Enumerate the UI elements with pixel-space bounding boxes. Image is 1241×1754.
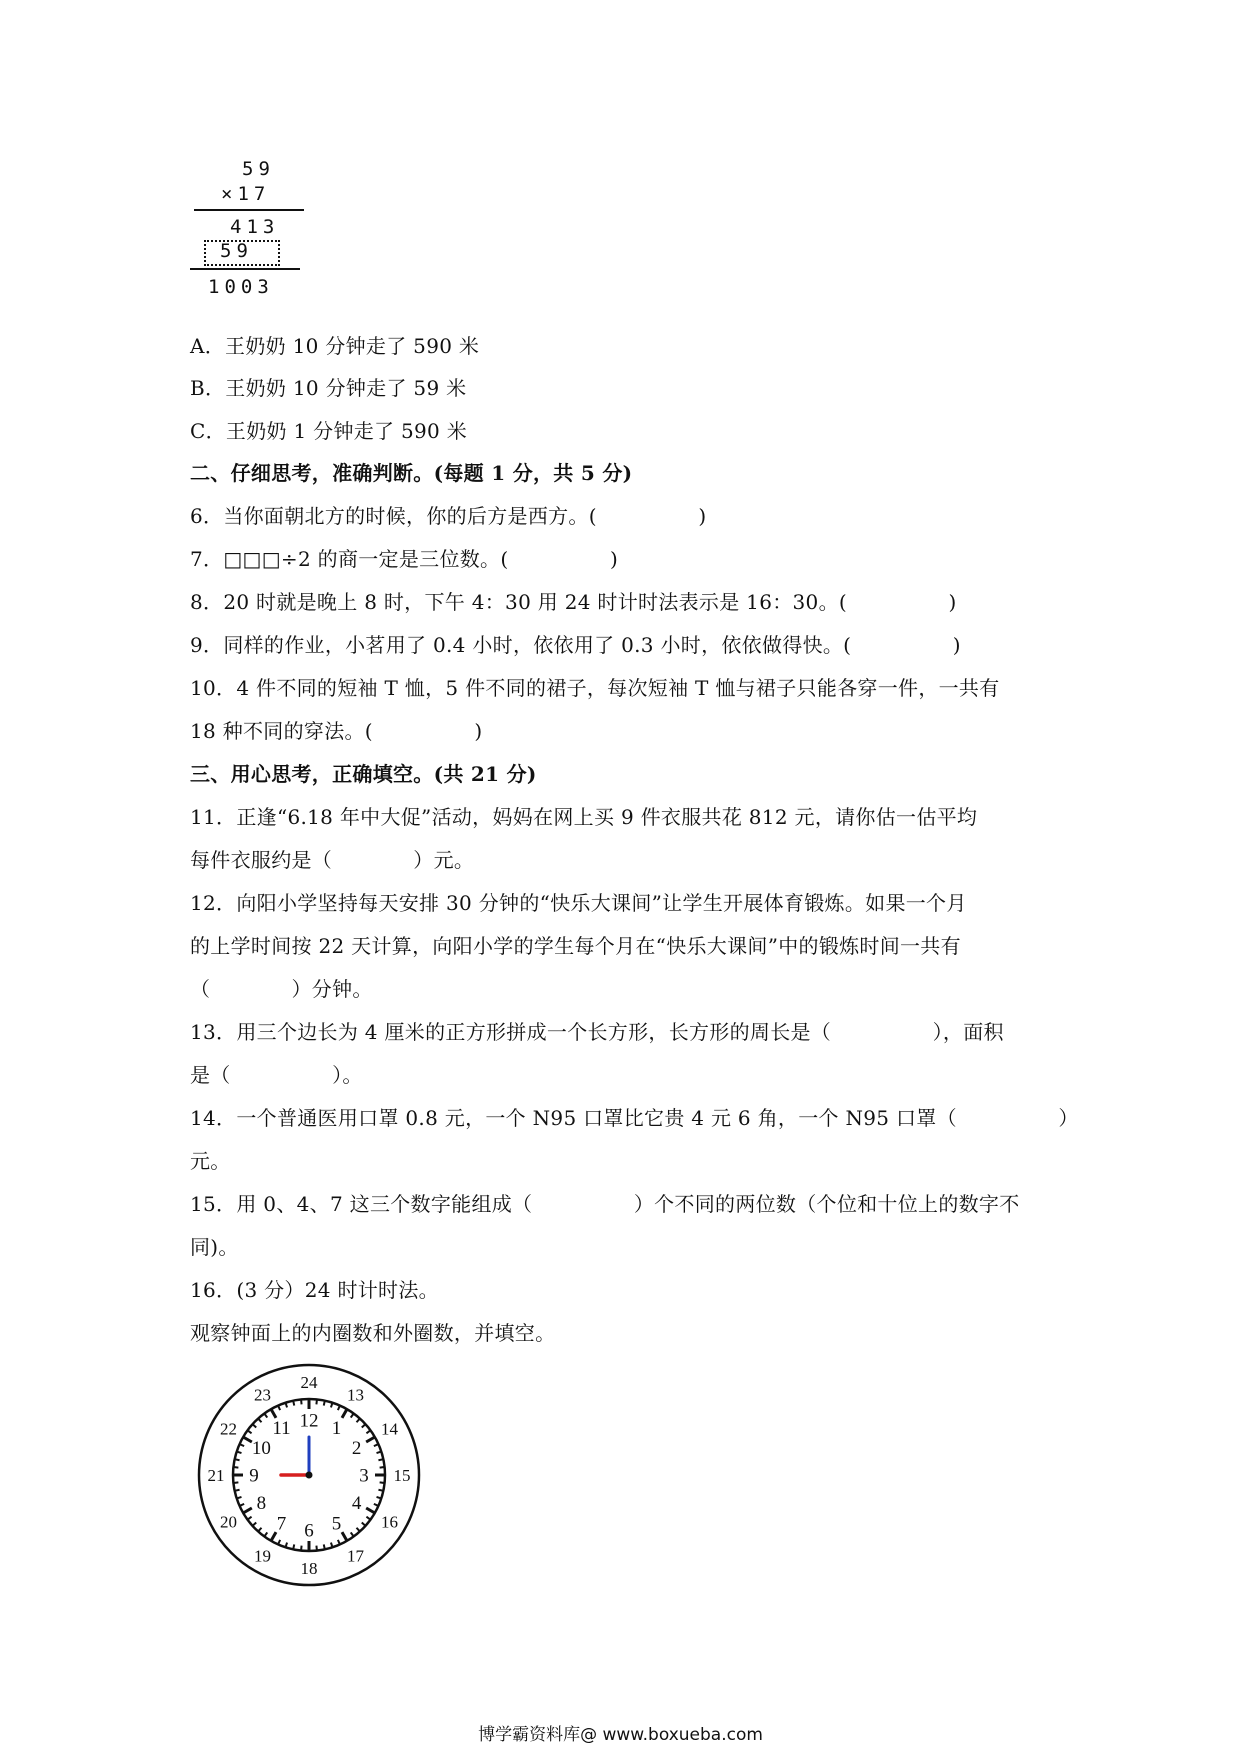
section-2-title: 二、仔细思考，准确判断。(每题 1 分，共 5 分) bbox=[190, 461, 633, 485]
clock-tick bbox=[240, 1504, 245, 1506]
clock-outer-number: 16 bbox=[381, 1512, 399, 1532]
question-10-line-1: 10．4 件不同的短袖 T 恤，5 件不同的裙子，每次短袖 T 恤与裙子只能各穿一件，一共有 bbox=[190, 676, 1000, 700]
clock-tick bbox=[342, 1532, 347, 1541]
clock-inner-number: 10 bbox=[251, 1438, 271, 1460]
clock-outer-number: 15 bbox=[393, 1465, 411, 1485]
divider-line-1 bbox=[194, 209, 304, 211]
question-14-line-1: 14．一个普通医用口罩 0.8 元，一个 N95 口罩比它贵 4 元 6 角，一个 N95 口罩（ ） bbox=[190, 1106, 1079, 1130]
partial-product-2: 59 bbox=[220, 240, 253, 262]
question-13-line-1: 13．用三个边长为 4 厘米的正方形拼成一个长方形，长方形的周长是（ ），面积 bbox=[190, 1020, 1004, 1044]
clock-tick bbox=[278, 1540, 280, 1545]
clock-tick bbox=[271, 1532, 276, 1541]
clock-tick bbox=[248, 1430, 252, 1433]
clock-tick bbox=[293, 1401, 294, 1406]
clock-outer-number: 21 bbox=[207, 1465, 225, 1485]
clock-tick bbox=[374, 1444, 379, 1446]
clock-tick bbox=[362, 1424, 366, 1427]
clock-outer-number: 18 bbox=[300, 1558, 318, 1578]
clock-inner-number: 2 bbox=[351, 1438, 362, 1460]
clock-tick bbox=[380, 1482, 385, 1483]
clock-tick bbox=[366, 1508, 375, 1513]
clock-outer-number: 14 bbox=[381, 1419, 399, 1439]
clock-tick bbox=[366, 1517, 370, 1520]
clock-outer-number: 22 bbox=[219, 1419, 237, 1439]
clock-inner-number: 4 bbox=[351, 1493, 362, 1515]
clock-inner-number: 11 bbox=[272, 1418, 291, 1440]
question-11-line-2: 每件衣服约是（ ）元。 bbox=[190, 848, 475, 872]
clock-outer-number: 17 bbox=[347, 1546, 364, 1566]
product-result: 1003 bbox=[208, 276, 274, 298]
clock-tick bbox=[301, 1546, 302, 1551]
choice-c: C．王奶奶 1 分钟走了 590 米 bbox=[190, 419, 468, 443]
question-11-line-1: 11．正逢“6.18 年中大促”活动，妈妈在网上买 9 件衣服共花 812 元，请你估一估平均 bbox=[190, 805, 978, 829]
clock-inner-number: 5 bbox=[331, 1513, 342, 1535]
clock-inner-number: 12 bbox=[299, 1410, 319, 1432]
clock-tick bbox=[258, 1528, 261, 1532]
question-14-line-2: 元。 bbox=[190, 1149, 231, 1173]
clock-outer-number: 20 bbox=[219, 1512, 237, 1532]
clock-tick bbox=[248, 1517, 252, 1520]
clock-tick bbox=[338, 1406, 340, 1411]
clock-tick bbox=[338, 1540, 340, 1545]
question-9: 9．同样的作业，小茗用了 0.4 小时，依依用了 0.3 小时，依依做得快。( ) bbox=[190, 633, 961, 657]
footer-watermark: 博学霸资料库@ www.boxueba.com bbox=[478, 1725, 763, 1745]
section-3-title: 三、用心思考，正确填空。(共 21 分) bbox=[190, 762, 537, 786]
clock-tick bbox=[316, 1546, 317, 1551]
multiplicand: 59 bbox=[242, 158, 275, 180]
question-10-line-2: 18 种不同的穿法。( ) bbox=[190, 719, 483, 743]
choice-a: A．王奶奶 10 分钟走了 590 米 bbox=[190, 334, 480, 358]
clock-tick bbox=[293, 1544, 294, 1549]
multiplier: ×17 bbox=[221, 183, 271, 205]
clock-tick bbox=[342, 1409, 347, 1418]
clock-tick bbox=[362, 1523, 366, 1526]
clock-tick bbox=[235, 1459, 240, 1460]
clock-tick bbox=[278, 1406, 280, 1411]
clock-outer-number: 23 bbox=[254, 1385, 271, 1405]
clock-tick bbox=[366, 1430, 370, 1433]
clock-outer-number: 19 bbox=[254, 1546, 271, 1566]
clock-tick bbox=[264, 1532, 267, 1536]
question-15-line-1: 15．用 0、4、7 这三个数字能组成（ ）个不同的两位数（个位和十位上的数字不 bbox=[190, 1192, 1020, 1216]
clock-tick bbox=[351, 1532, 354, 1536]
clock-tick bbox=[243, 1508, 252, 1513]
clock-tick bbox=[258, 1419, 261, 1423]
question-13-line-2: 是（ ）。 bbox=[190, 1063, 363, 1087]
clock-face bbox=[194, 1360, 424, 1590]
clock-inner-number: 1 bbox=[331, 1418, 342, 1440]
question-12-line-2: 的上学时间按 22 天计算，向阳小学的学生每个月在“快乐大课间”中的锻炼时间一共有 bbox=[190, 934, 961, 958]
choice-b: B．王奶奶 10 分钟走了 59 米 bbox=[190, 376, 467, 400]
clock-inner-number: 6 bbox=[304, 1520, 314, 1542]
clock-tick bbox=[264, 1414, 267, 1418]
question-8: 8．20 时就是晚上 8 时，下午 4：30 用 24 时计时法表示是 16：30。( ) bbox=[190, 590, 957, 614]
divider-line-2 bbox=[190, 268, 300, 270]
clock-tick bbox=[253, 1424, 257, 1427]
clock-tick bbox=[378, 1459, 383, 1460]
question-6: 6．当你面朝北方的时候，你的后方是西方。( ) bbox=[190, 504, 707, 528]
clock-tick bbox=[233, 1482, 238, 1483]
clock-tick bbox=[253, 1523, 257, 1526]
clock-tick bbox=[378, 1490, 383, 1491]
clock-tick bbox=[374, 1504, 379, 1506]
clock-inner-number: 3 bbox=[359, 1465, 369, 1487]
clock-inner-number: 9 bbox=[249, 1465, 259, 1487]
question-7: 7．□□□÷2 的商一定是三位数。( ) bbox=[190, 547, 619, 571]
clock-tick bbox=[240, 1444, 245, 1446]
clock-inner-number: 7 bbox=[276, 1513, 287, 1535]
clock-tick bbox=[243, 1437, 252, 1442]
question-12-line-3: （ ）分钟。 bbox=[190, 977, 373, 1001]
question-15-line-2: 同)。 bbox=[190, 1235, 239, 1259]
question-12-line-1: 12．向阳小学坚持每天安排 30 分钟的“快乐大课间”让学生开展体育锻炼。如果一个月 bbox=[190, 891, 967, 915]
clock-outer-number: 24 bbox=[300, 1372, 318, 1392]
clock-tick bbox=[357, 1419, 360, 1423]
clock-tick bbox=[324, 1401, 325, 1406]
clock-tick bbox=[380, 1467, 385, 1468]
question-16-line-2: 观察钟面上的内圈数和外圈数，并填空。 bbox=[190, 1321, 556, 1345]
clock-inner-number: 8 bbox=[256, 1493, 267, 1515]
clock-tick bbox=[366, 1437, 375, 1442]
clock-tick bbox=[235, 1490, 240, 1491]
clock-center bbox=[306, 1472, 313, 1479]
partial-product-1: 413 bbox=[230, 216, 280, 238]
question-16-line-1: 16．(3 分）24 时计时法。 bbox=[190, 1278, 439, 1302]
clock-tick bbox=[316, 1399, 317, 1404]
clock-tick bbox=[357, 1528, 360, 1532]
clock-tick bbox=[301, 1399, 302, 1404]
clock-tick bbox=[324, 1544, 325, 1549]
clock-tick bbox=[351, 1414, 354, 1418]
clock-tick bbox=[233, 1467, 238, 1468]
clock-outer-number: 13 bbox=[347, 1385, 364, 1405]
clock-tick bbox=[271, 1409, 276, 1418]
